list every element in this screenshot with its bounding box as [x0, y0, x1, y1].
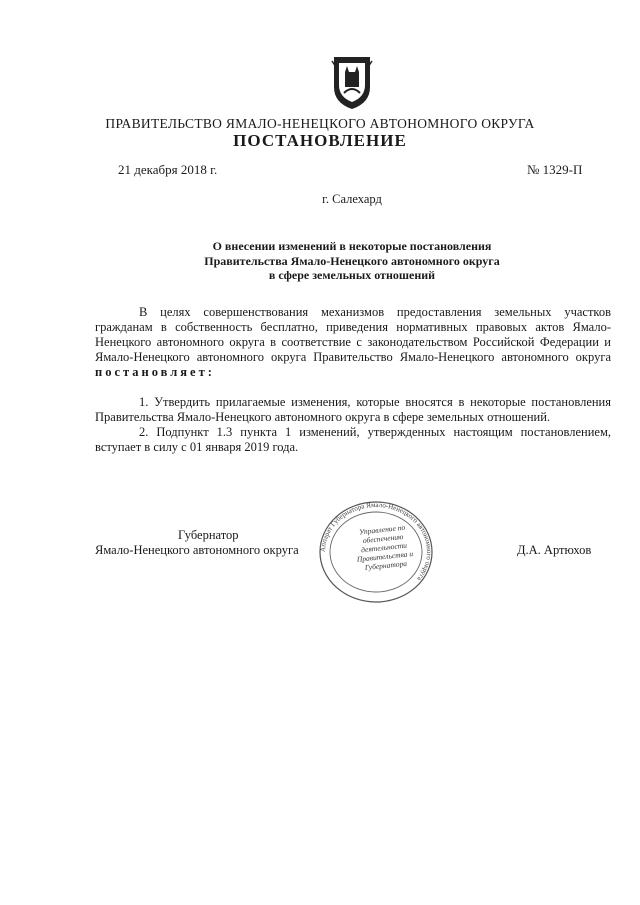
item-paragraph: 1. Утвердить прилагаемые изменения, которые вносятся в некоторые постановления Правительства Ямало-Ненецкого автономного округа в сфере земельных отношений.: [95, 395, 611, 424]
doc-title-line: Правительства Ямало-Ненецкого автономного округа: [204, 253, 500, 268]
doc-title-line: О внесении изменений в некоторые постановления: [212, 239, 492, 253]
signatory-title: Губернатор: [178, 528, 239, 542]
preamble-paragraph: В целях совершенствования механизмов предоставления земельных участков гражданам в собственность бесплатно, приведения нормативных правовых актов Ямало-Ненецкого автономного округа в соответствие с законодательством Российской Федерации и Ямало-Ненецкого автономного округа Правительство Ямало-Ненецкого автономного округа: [95, 305, 611, 364]
doc-city: г. Салехард: [322, 192, 382, 206]
doc-date: 21 декабря 2018 г.: [118, 162, 218, 177]
preamble-verb: постановляет:: [95, 365, 215, 379]
stamp-inner-text: Управление по обеспечению деятельности Правительства и Губернатора: [356, 522, 414, 573]
doc-type-heading: ПОСТАНОВЛЕНИЕ: [233, 131, 407, 150]
signatory-name: Д.А. Артюхов: [517, 543, 592, 557]
item-paragraph: 2. Подпункт 1.3 пункта 1 изменений, утвержденных настоящим постановлением, вступает в силу с 01 января 2019 года.: [95, 425, 611, 454]
stamp-ring-text: Аппарат Губернатора Ямало-Ненецкого автономного округа: [318, 500, 434, 583]
doc-number: № 1329-П: [527, 162, 583, 177]
doc-title: [0, 239, 640, 283]
doc-body: [95, 305, 611, 455]
doc-title-line: в сфере земельных отношений: [268, 268, 436, 282]
signatory-region: Ямало-Ненецкого автономного округа: [95, 543, 299, 557]
coat-of-arms-emblem: [330, 55, 374, 111]
org-name: ПРАВИТЕЛЬСТВО ЯМАЛО-НЕНЕЦКОГО АВТОНОМНОГО ОКРУГА: [105, 116, 535, 131]
